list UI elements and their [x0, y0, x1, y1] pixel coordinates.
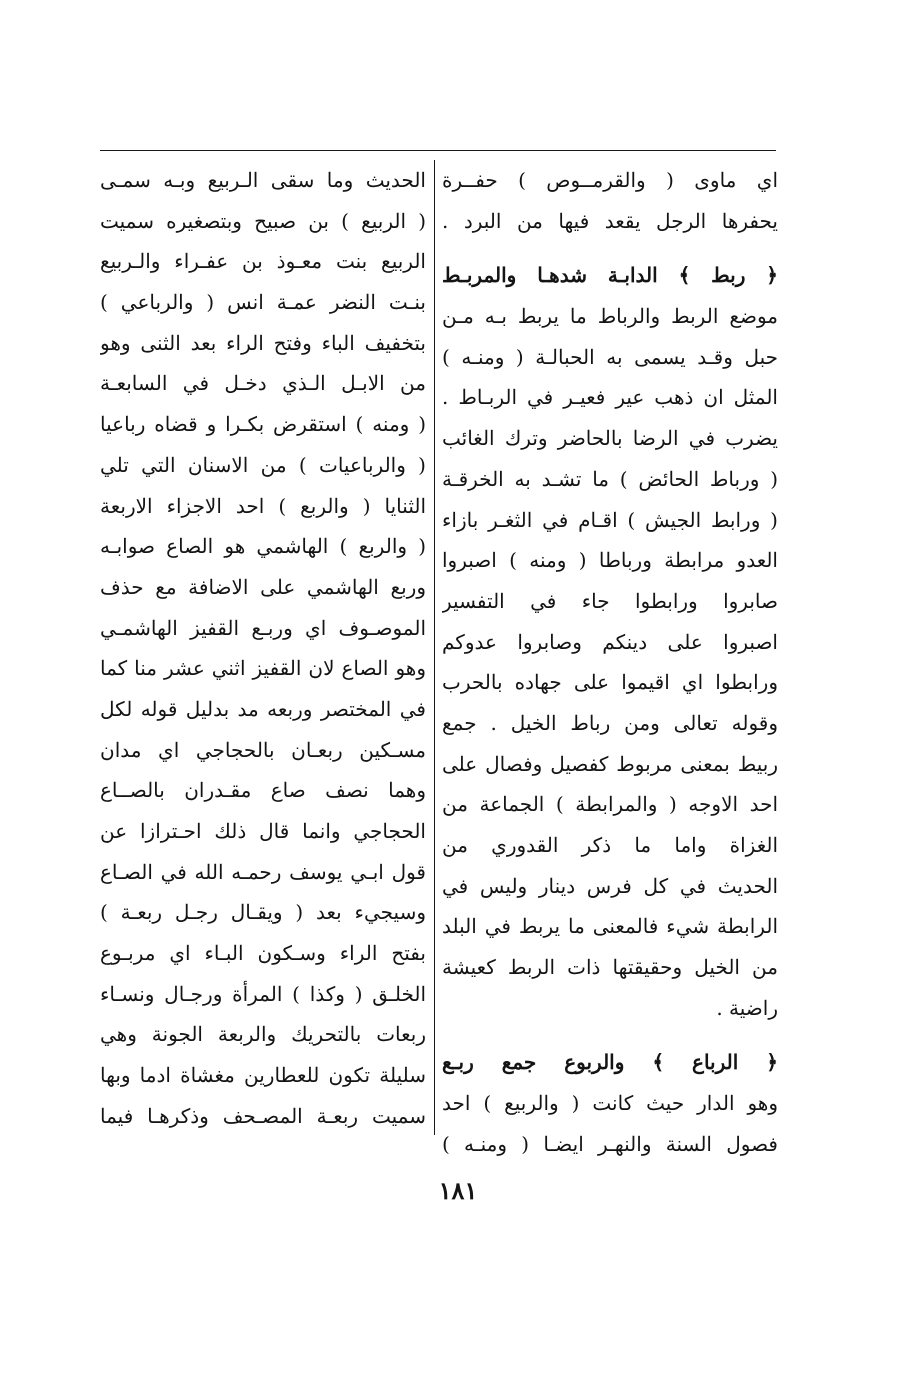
- top-rule: [100, 150, 776, 151]
- text-line: ( الربيع ) بن صبيح وبتصغيره سميت: [100, 208, 426, 233]
- text-line: الموصـوف اي وربـع القفيز الهاشمـي: [100, 615, 426, 640]
- text-line: فصول السنة والنهـر ايضـا ( ومنـه ): [442, 1131, 778, 1156]
- left-column: [100, 160, 426, 1137]
- text-line: سليلة تكون للعطارين مغشاة ادما وبها: [100, 1063, 426, 1088]
- text-line: بنـت النضر عمـة انس ( والرباعي ): [100, 290, 426, 315]
- text-line: ( والربع ) الهاشمي هو الصاع صوابـه: [100, 534, 426, 559]
- text-line: العدو مرابطة ورباطا ( ومنه ) اصبروا: [442, 548, 778, 573]
- text-line: ربيط بمعنى مربوط كفصيل وفصال على: [442, 751, 778, 776]
- text-line: الحديث وما سقى الـربيع وبـه سمـى: [100, 168, 426, 192]
- page-number: ١٨١: [438, 1176, 478, 1205]
- text-line: يحفرها الرجل يقعد فيها من البرد .: [442, 208, 778, 233]
- text-line: الخلـق ( وكذا ) المرأة ورجـال ونسـاء: [100, 981, 426, 1006]
- text-line: ﴿ الرباع ﴾ والربوع جمع ربـع: [442, 1050, 778, 1075]
- text-line: قول ابـي يوسف رحمـه الله في الصـاع: [100, 859, 426, 884]
- text-line: ( ورابط الجيش ) اقـام في الثغـر بازاء: [442, 507, 778, 532]
- text-line: المثل ان ذهب عير فعيـر في الربـاط .: [442, 385, 778, 410]
- text-line: وهو الدار حيث كانت ( والربيع ) احد: [442, 1091, 778, 1116]
- text-line: سميت ربعـة المصـحف وذكرهـا فيما: [100, 1103, 426, 1128]
- text-line: ( والرباعيات ) من الاسنان التي تلي: [100, 452, 426, 477]
- text-line: احد الاوجه ( والمرابطة ) الجماعة من: [442, 792, 778, 817]
- text-line: [442, 1028, 778, 1042]
- text-line: وربع الهاشمي على الاضافة مع حذف: [100, 574, 426, 599]
- text-line: اي ماوى ( والقرمــوص ) حفــرة: [442, 168, 778, 192]
- text-line: من الابـل الـذي دخـل في السابعـة: [100, 371, 426, 396]
- text-line: الحجاجي وانما قال ذلك احـترازا عن: [100, 819, 426, 843]
- text-line: [442, 241, 778, 255]
- text-line: بفتح الراء وسـكون البـاء اي مربـوع: [100, 941, 426, 966]
- text-line: وهما نصف صاع مقـدران بالصــاع: [100, 778, 426, 803]
- text-line: ورابطوا اي اقيموا على جهاده بالحرب: [442, 670, 778, 695]
- text-line: في المختصر وربعه مد بدليل قوله لكل: [100, 696, 426, 721]
- text-line: راضية .: [716, 995, 778, 1020]
- text-line: وهو الصاع لان القفيز اثني عشر منا كما: [100, 656, 426, 681]
- column-divider: [434, 160, 435, 1135]
- text-line: وسيجيء بعد ( ويقـال رجـل ربعـة ): [100, 900, 426, 925]
- text-line: الرابطة شيء فالمعنى ما يربط في البلد: [442, 914, 778, 939]
- text-line: من الخيل وحقيقتها ذات الربط كعيشة: [442, 955, 778, 980]
- text-line: موضع الربط والرباط ما يربط بـه مـن: [442, 304, 778, 329]
- text-line: حبل وقـد يسمى به الحبالـة ( ومنـه ): [442, 344, 778, 369]
- text-line: ﴿ ربط ﴾ الدابـة شدهـا والمربـط: [442, 263, 778, 288]
- text-line: اصبروا على دينكم وصابروا عدوكم: [442, 629, 778, 654]
- text-line: الثنايا ( والربع ) احد الاجزاء الاربعة: [100, 493, 426, 518]
- text-line: يضرب في الرضا بالحاضر وترك الغائب: [442, 426, 778, 451]
- text-line: ربعات بالتحريك والربعة الجونة وهي: [100, 1022, 426, 1047]
- text-line: صابروا ورابطوا جاء في التفسير: [442, 588, 778, 613]
- text-line: الغزاة واما ما ذكر القدوري من: [442, 833, 778, 857]
- text-line: وقوله تعالى ومن رباط الخيل . جمع: [442, 710, 778, 735]
- text-line: ( ورباط الحائض ) ما تشـد به الخرقـة: [442, 466, 778, 491]
- text-line: بتخفيف الباء وفتح الراء بعد الثنى وهو: [100, 330, 426, 355]
- text-line: ( ومنه ) استقرض بكـرا و قضاه رباعيا: [100, 412, 426, 437]
- text-line: مسـكين ربعـان بالحجاجي اي مدان: [100, 737, 426, 762]
- right-column: [442, 160, 778, 1165]
- text-line: الحديث في كل فرس دينار وليس في: [442, 873, 778, 898]
- text-line: الربيع بنت معـوذ بن عفـراء والـربيع: [100, 249, 426, 274]
